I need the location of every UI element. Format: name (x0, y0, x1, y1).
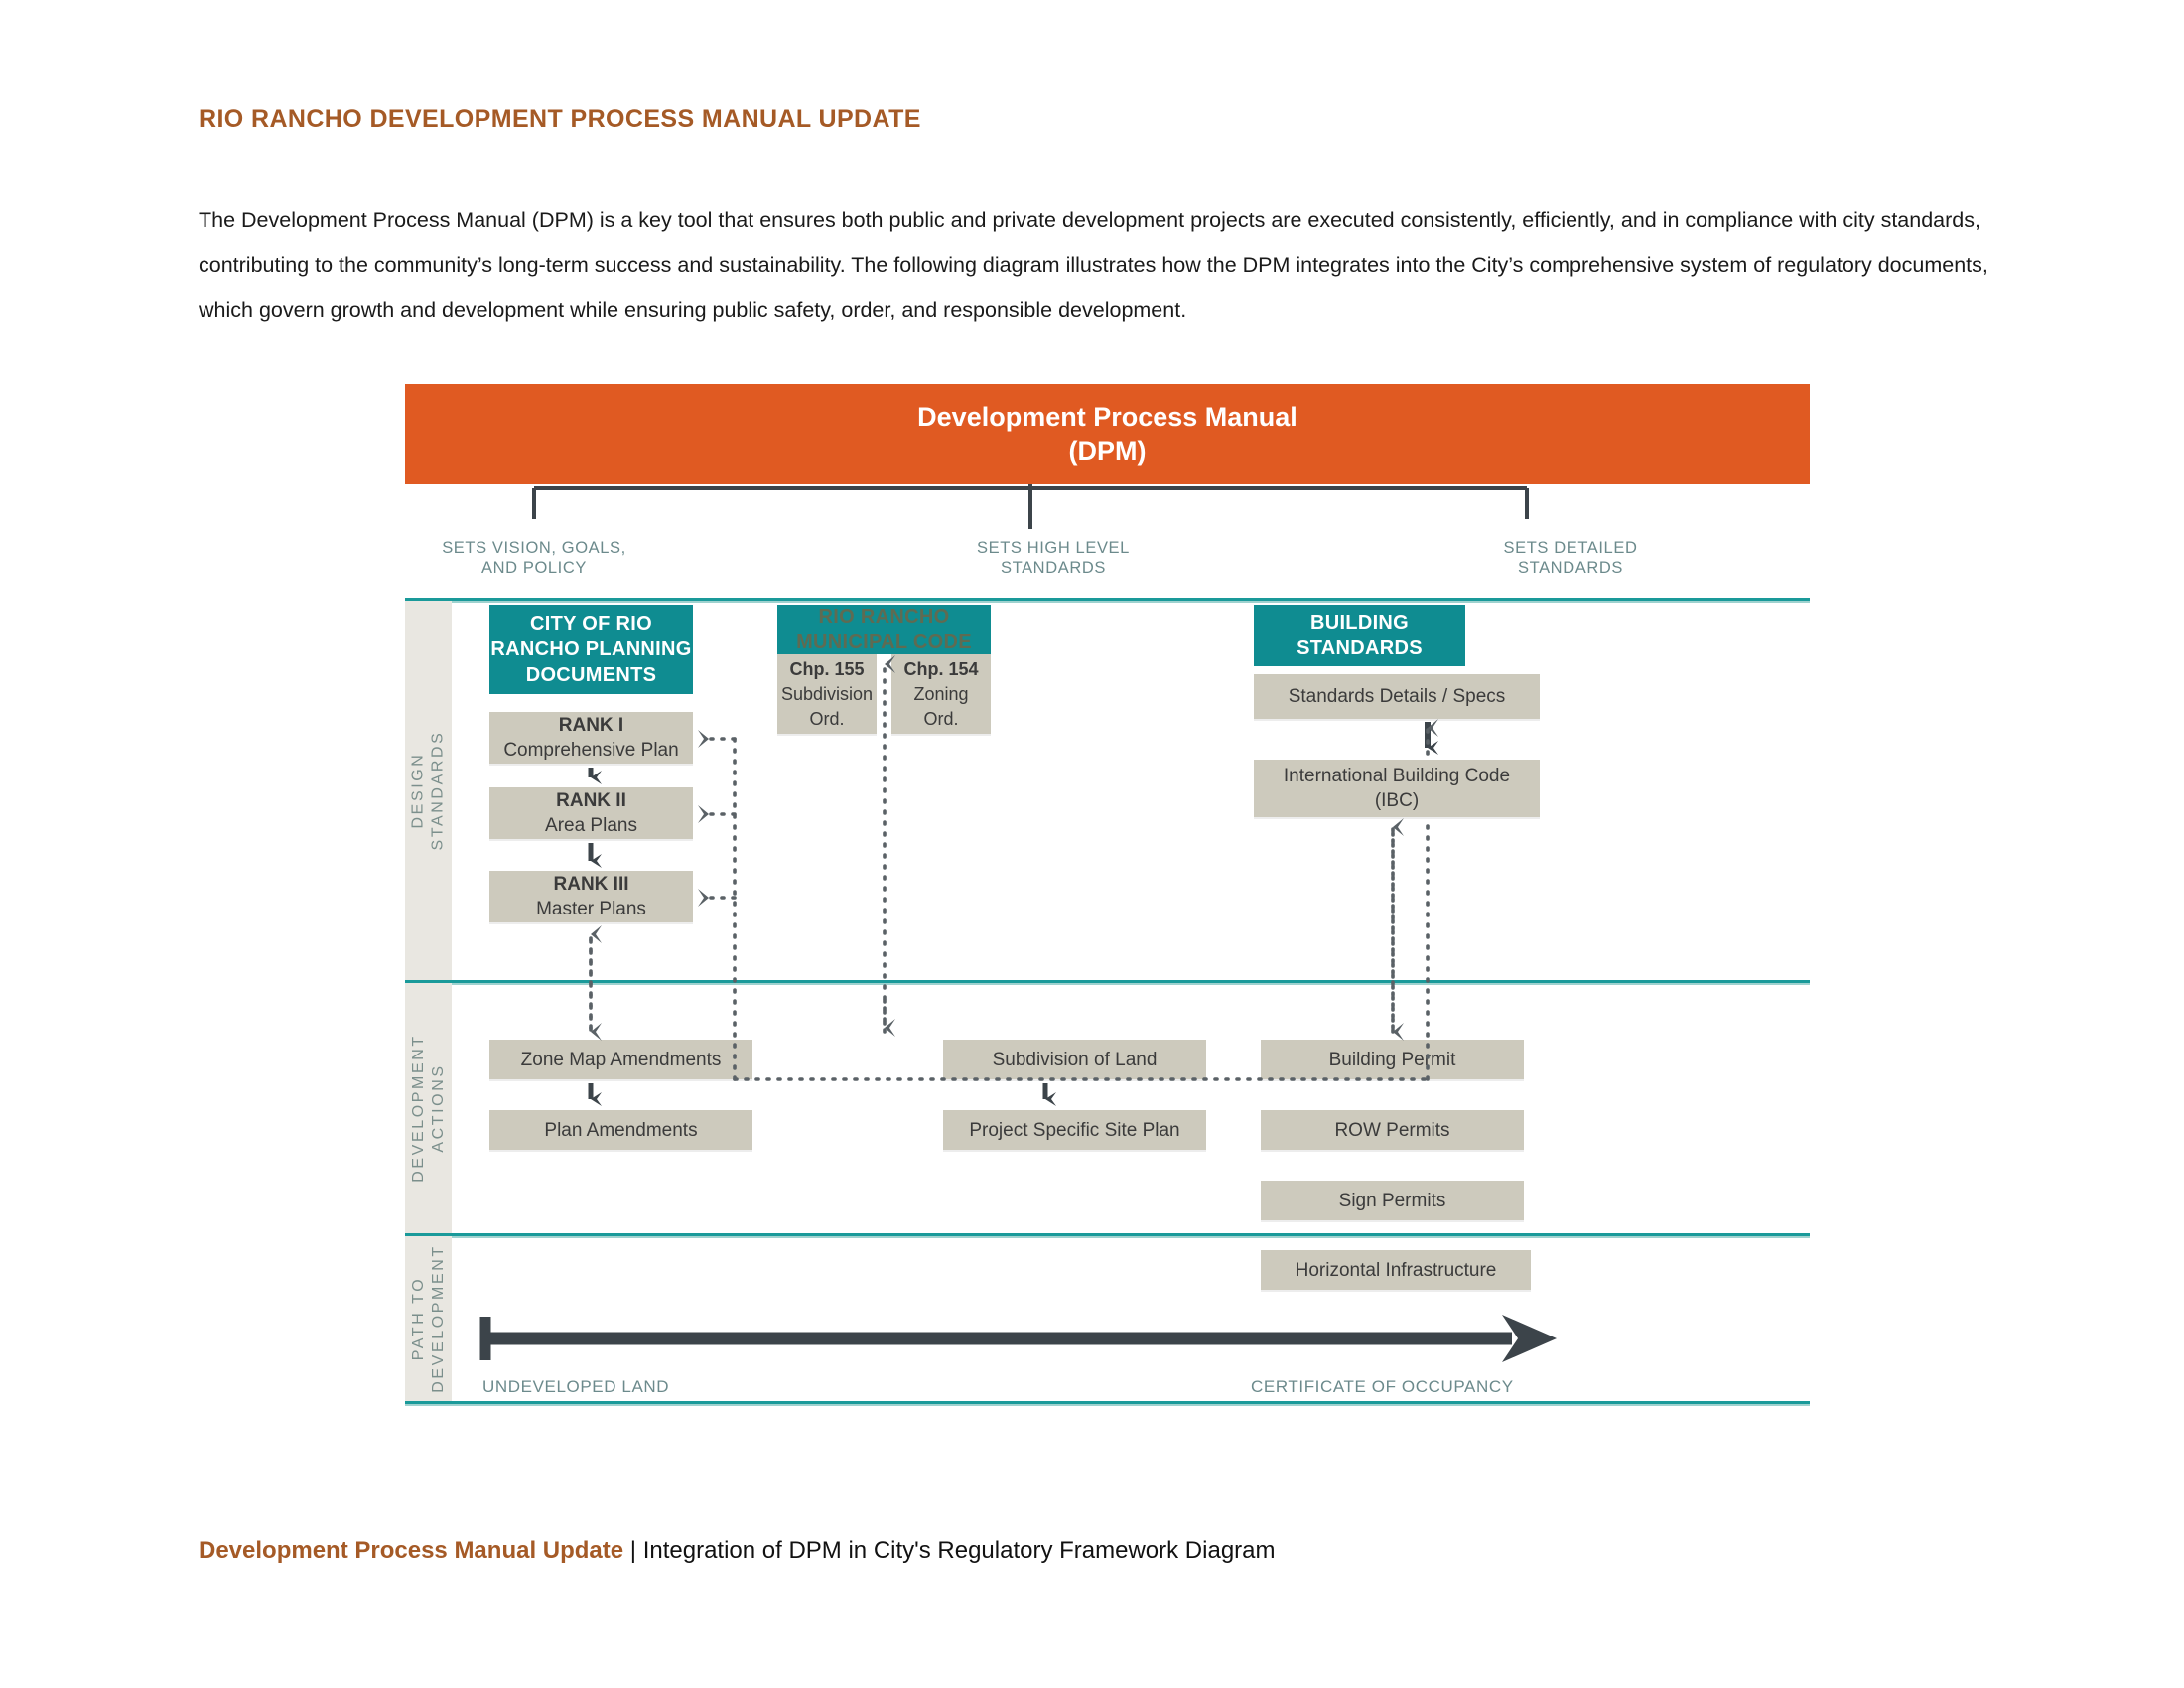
page-title: RIO RANCHO DEVELOPMENT PROCESS MANUAL UPDATE (199, 105, 921, 133)
box-horizontal-infrastructure-text: Horizontal Infrastructure (1295, 1259, 1497, 1281)
chp-154-number: Chp. 154 (903, 658, 979, 679)
path-to-development-arrow (479, 1313, 1562, 1366)
band-strip-path-to-development (405, 1236, 452, 1401)
box-plan-amendments (489, 1110, 752, 1150)
rank-iii-title: RANK III (553, 874, 629, 895)
box-building-permit-text: Building Permit (1328, 1049, 1456, 1070)
sets-label-vision: SETS VISION, GOALS, AND POLICY (442, 539, 626, 577)
band-rule-top-thin (405, 601, 1810, 603)
box-chp-154 (891, 654, 991, 734)
sets-label-high-level: SETS HIGH LEVEL STANDARDS (977, 539, 1130, 577)
regulatory-framework-diagram (405, 384, 1810, 1509)
box-zone-map-amendments-text: Zone Map Amendments (520, 1049, 722, 1070)
figure-caption (199, 1537, 1276, 1565)
band-rule-lower-thin (405, 1236, 1810, 1238)
box-sign-permits (1261, 1181, 1524, 1220)
box-standards-details-specs-text: Standards Details / Specs (1288, 686, 1506, 707)
chp-155-number: Chp. 155 (789, 658, 865, 679)
box-subdivision-of-land (943, 1040, 1206, 1079)
dpm-banner-title (917, 400, 1297, 468)
column-header-building-standards-text: BUILDING STANDARDS (1297, 612, 1423, 659)
box-standards-details-specs (1254, 674, 1540, 719)
band-label-design-standards: DESIGN STANDARDS (409, 730, 447, 851)
rank-iii-name: Master Plans (536, 899, 646, 919)
column-header-municipal-code (777, 605, 991, 654)
dpm-banner (405, 384, 1810, 484)
rank-ii-title: RANK II (556, 790, 626, 811)
box-international-building-code-text: International Building Code (IBC) (1283, 766, 1511, 811)
rank-i-title: RANK I (558, 715, 624, 736)
box-row-permits (1261, 1110, 1524, 1150)
box-building-permit (1261, 1040, 1524, 1079)
rank-ii-name: Area Plans (545, 815, 637, 836)
dpm-bracket-connector (405, 484, 1810, 538)
band-label-path-to-development: PATH TO DEVELOPMENT (409, 1244, 447, 1393)
chp-155-name: Subdivision Ord. (780, 683, 874, 729)
band-strip-design-standards (405, 601, 452, 980)
box-horizontal-infrastructure (1261, 1250, 1531, 1290)
box-chp-155 (777, 654, 877, 734)
figure-caption-accent: Development Process Manual Update (199, 1537, 624, 1564)
sets-label-detailed: SETS DETAILED STANDARDS (1503, 539, 1638, 577)
rank-i-name: Comprehensive Plan (503, 740, 679, 761)
box-zone-map-amendments (489, 1040, 752, 1079)
chp-154-name: Zoning Ord. (913, 683, 969, 729)
dpm-banner-line2: (DPM) (1068, 436, 1147, 466)
box-project-specific-site-plan-text: Project Specific Site Plan (969, 1119, 1180, 1141)
box-rank-i (489, 712, 693, 764)
band-rule-bottom-thin (405, 1404, 1810, 1406)
dpm-banner-line1: Development Process Manual (917, 402, 1297, 432)
box-project-specific-site-plan (943, 1110, 1206, 1150)
box-international-building-code (1254, 760, 1540, 817)
box-plan-amendments-text: Plan Amendments (544, 1119, 698, 1141)
path-start-label: UNDEVELOPED LAND (482, 1377, 670, 1396)
box-rank-ii (489, 787, 693, 839)
box-row-permits-text: ROW Permits (1334, 1119, 1450, 1141)
column-header-planning-documents-text: CITY OF RIO RANCHO PLANNING DOCUMENTS (490, 613, 692, 686)
box-subdivision-of-land-text: Subdivision of Land (992, 1049, 1158, 1070)
path-end-label: CERTIFICATE OF OCCUPANCY (1251, 1377, 1514, 1396)
band-label-development-actions: DEVELOPMENT ACTIONS (409, 1034, 447, 1183)
figure-caption-separator: | (623, 1537, 643, 1564)
band-rule-mid-thin (405, 983, 1810, 985)
column-header-building-standards (1254, 605, 1465, 666)
column-header-planning-documents (489, 605, 693, 694)
intro-paragraph: The Development Process Manual (DPM) is a key tool that ensures both public and private development projects are executed consistently, efficiently, and in compliance with city standards, contributing to the community’s long-term success and sustainability. The following diagram illustrates how the DPM integrates into the City’s comprehensive system of regulatory documents, which govern growth and development while ensuring public safety, order, and responsible development. (199, 209, 1988, 322)
band-strip-development-actions (405, 983, 452, 1233)
box-rank-iii (489, 871, 693, 922)
column-header-municipal-code-text: RIO RANCHO MUNICIPAL CODE (796, 606, 972, 653)
figure-caption-rest: Integration of DPM in City's Regulatory Framework Diagram (642, 1537, 1276, 1564)
box-sign-permits-text: Sign Permits (1338, 1190, 1446, 1211)
